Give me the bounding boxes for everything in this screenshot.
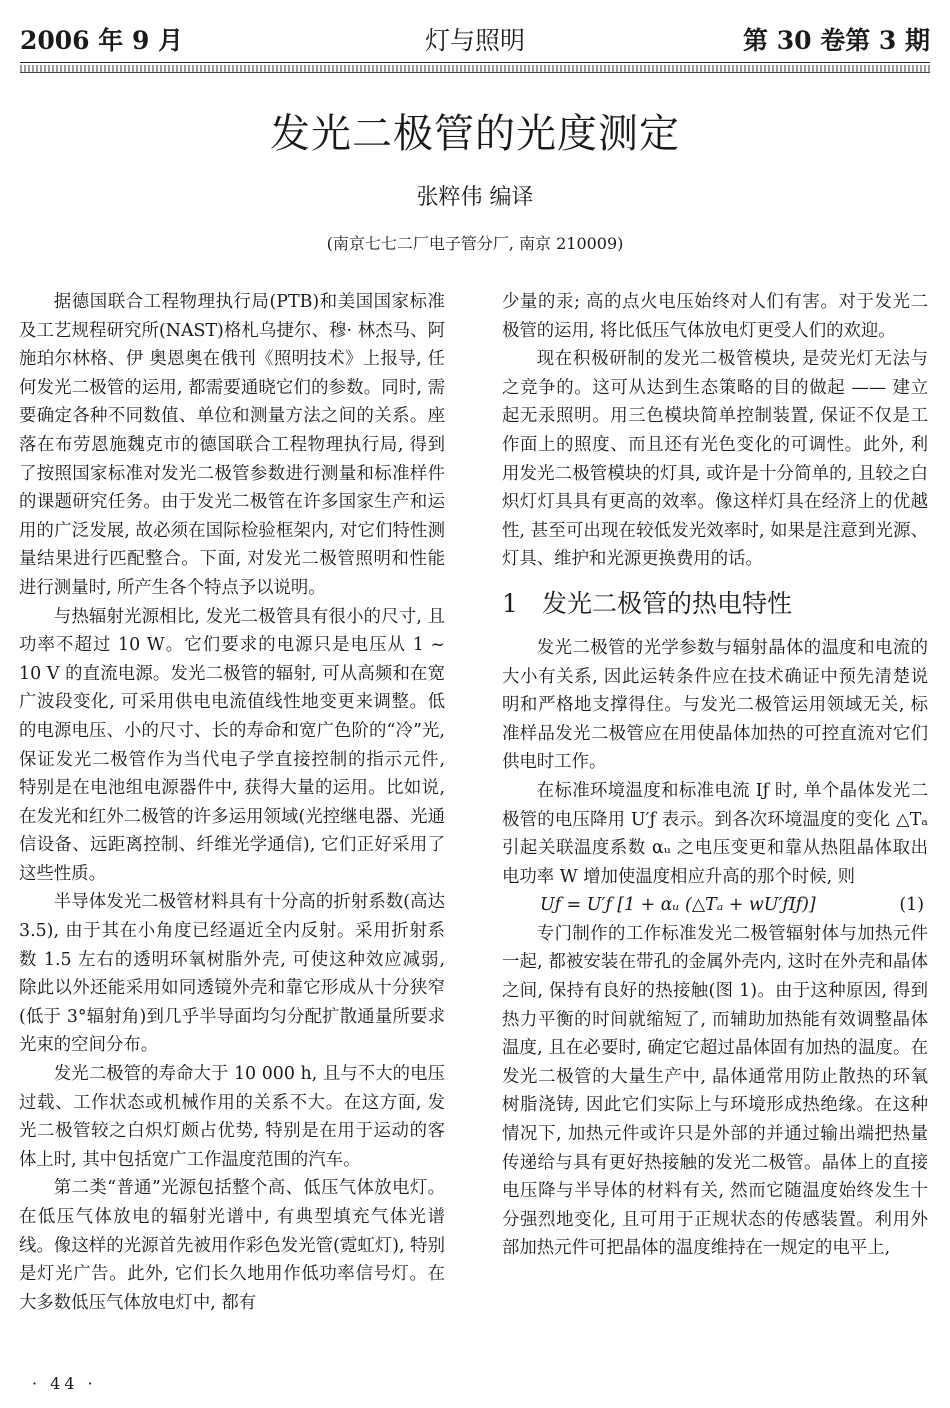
running-header	[20, 24, 930, 60]
volume-issue: 第 30 卷第 3 期	[743, 26, 930, 55]
equation-body: Uƒ = U′ƒ [1 + αᵤ (△Tₐ + wU′ƒIƒ)]	[540, 895, 816, 916]
equation	[502, 891, 928, 920]
issue-date: 2006 年 9 月	[20, 26, 184, 55]
equation-number: (1)	[899, 895, 924, 916]
page-number: · 44 ·	[32, 1374, 97, 1393]
header-rule	[20, 62, 930, 63]
paragraph: 发光二极管的寿命大于 10 000 h, 且与不大的电压过载、工作状态或机械作用的关系不大。在这方面, 发光二极管较之白炽灯颇占优势, 特别是在用于运动的客体上时, 其中包括宽广工作温度范围的汽车。	[19, 1064, 445, 1170]
section-number: 1	[502, 588, 518, 618]
paragraph: 专门制作的工作标准发光二极管辐射体与加热元件一起, 都被安装在带孔的金属外壳内, 这时在外壳和晶体之间, 保持有良好的热接触(图 1)。由于这种原因, 得到热力平衡的时间就缩短了, 而辅助加热能有效调整晶体温度, 且在必要时, 确定它超过晶体固有加热的温度。在发光二极管的大量生产中, 晶体通常用防止散热的环氧树脂浇铸, 因此它们实际上与环境形成热绝缘。在这种情况下, 加热元件或许只是外部的并通过输出端把热量传递给与具有更好热接触的发光二极管。晶体上的直接电压降与半导体的材料有关, 然而它随温度始终发生十分强烈地变化, 且可用于正规状态的传感装置。利用外部加热元件可把晶体的温度维持在一规定的电平上,	[502, 923, 928, 1259]
header-hatched-band	[20, 65, 930, 73]
article-title: 发光二极管的光度测定	[270, 111, 680, 157]
paragraph: 半导体发光二极管材料具有十分高的折射系数(高达 3.5), 由于其在小角度已经逼近全内反射。采用折射系数 1.5 左右的透明环氧树脂外壳, 可使这种效应减弱, 除此以外还能采用如同透镜外壳和靠它形成从十分狭窄(低于 3°辐射角)到几乎半导面均匀分配扩散通量所要求光束的空间分布。	[19, 892, 445, 1056]
author-affiliation: (南京七七二厂电子管分厂, 南京 210009)	[326, 234, 624, 253]
left-column	[19, 288, 445, 1317]
journal-name: 灯与照明	[424, 26, 526, 55]
article-author: 张粹伟 编译	[416, 185, 534, 210]
paragraph: 与热辐射光源相比, 发光二极管具有很小的尺寸, 且功率不超过 10 W。它们要求的电源只是电压从 1 ~ 10 V 的直流电源。发光二极管的辐射, 可从高频和在宽广波段变化, 可采用供电电流值线性地变更来调整。低的电源电压、小的尺寸、长的寿命和宽广色阶的“冷”光, 保证发光二极管作为当代电子学直接控制的指示元件, 特别是在电池组电源器件中, 获得大量的运用。比如说, 在发光和红外二极管的许多运用领域(光控继电器、光通信设备、远距离控制、纤维光学通信), 它们正好采用了这些性质。	[19, 606, 445, 884]
paragraph: 在标准环境温度和标准电流 Iƒ 时, 单个晶体发光二极管的电压降用 U′ƒ 表示。到各次环境温度的变化 △Tₐ 引起关联温度系数 αᵤ 之电压变更和靠从热阻晶体取出电功率 W 增加使温度相应升高的那个时候, 则	[502, 780, 928, 887]
paragraph: 据德国联合工程物理执行局(PTB)和美国国家标准及工艺规程研究所(NAST)格札乌捷尔、穆· 林杰马、阿 施珀尔林格、伊 奥恩奥在俄刊《照明技术》上报导, 任何发光二极管的运用, 都需要通晓它们的参数。同时, 需要确定各种不同数值、单位和测量方法之间的关系。座落在布劳恩施魏克市的德国联合工程物理执行局, 得到了按照国家标准对发光二极管参数进行测量和标准样件的课题研究任务。由于发光二极管在许多国家生产和运用的广泛发展, 故必须在国际检验框架内, 对它们特性测量结果进行匹配整合。下面, 对发光二极管照明和性能进行测量时, 所产生各个特点予以说明。	[19, 292, 445, 598]
paragraph: 发光二极管的光学参数与辐射晶体的温度和电流的大小有关系, 因此运转条件应在技术确证中预先清楚说明和严格地支撑得住。与发光二极管运用领域无关, 标准样品发光二极管应在用使晶体加热的可控直流对它们供电时工作。	[502, 637, 928, 773]
paragraph: 现在积极研制的发光二极管模块, 是荧光灯无法与之竞争的。这可从达到生态策略的目的做起 —— 建立起无汞照明。用三色模块简单控制装置, 保证不仅是工作面上的照度、而且还有光色变化的可调性。此外, 利用发光二极管模块的灯具, 或许是十分简单的, 且较之白炽灯灯具具有更高的效率。像这样灯具在经济上的优越性, 甚至可出现在较低发光效率时, 如果是注意到光源、灯具、维护和光源更换费用的话。	[502, 349, 928, 570]
section-title: 发光二极管的热电特性	[542, 588, 793, 618]
paragraph-continued: 少量的汞; 高的点火电压始终对人们有害。对于发光二极管的运用, 将比低压气体放电灯更受人们的欢迎。	[502, 292, 928, 341]
paragraph: 第二类“普通”光源包括整个高、低压气体放电灯。在低压气体放电的辐射光谱中, 有典型填充气体光谱线。像这样的光源首先被用作彩色发光管(霓虹灯), 特别是灯光广告。此外, 它们长久地用作低功率信号灯。在大多数低压气体放电灯中, 都有	[19, 1178, 445, 1313]
right-column	[502, 288, 928, 1263]
section-heading	[502, 586, 928, 622]
